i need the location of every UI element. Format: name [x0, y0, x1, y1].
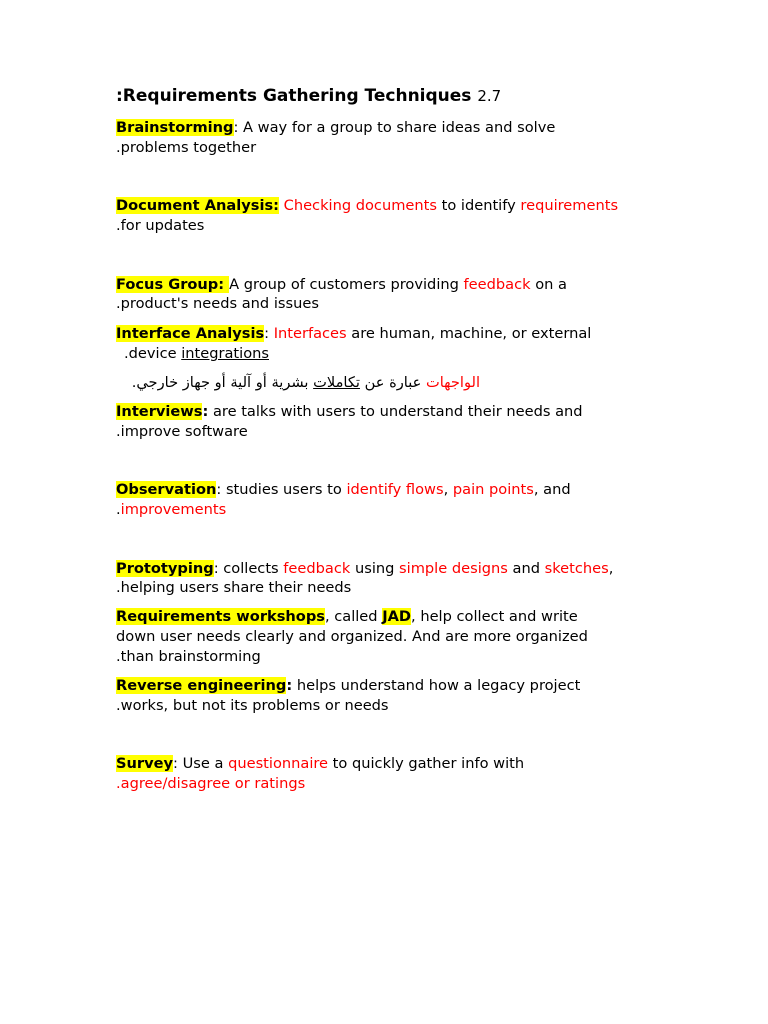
- prototyping-pre: : collects: [213, 560, 284, 577]
- focus-group-pre: A group of customers providing: [229, 276, 464, 293]
- interface-analysis-l2-underlined: integrations: [181, 345, 269, 362]
- term-prototyping: Prototyping: [116, 560, 214, 577]
- arabic-underlined: تكاملات: [313, 374, 360, 391]
- survey-red: questionnaire: [228, 755, 329, 772]
- term-jad: JAD: [382, 608, 412, 625]
- workshops-line-3: [116, 647, 261, 667]
- interface-analysis-l2-pre: .device: [124, 345, 182, 362]
- brainstorming-line-1: [116, 118, 555, 138]
- observation-line-2: [116, 500, 226, 520]
- focus-group-post: on a: [530, 276, 567, 293]
- reverse-engineering-text-1: helps understand how a legacy project: [292, 677, 581, 694]
- survey-line-1: [116, 754, 524, 774]
- observation-pre: : studies users to: [216, 481, 347, 498]
- reverse-engineering-text-2: .works, but not its problems or needs: [116, 697, 389, 714]
- focus-group-text-2: .product's needs and issues: [116, 295, 319, 312]
- workshops-pre: , called: [324, 608, 383, 625]
- interviews-text-1: are talks with users to understand their needs and: [208, 403, 583, 420]
- document-analysis-line-1: [116, 196, 618, 216]
- document-analysis-line-2: [116, 216, 204, 236]
- prototyping-line-1: [116, 559, 613, 579]
- workshops-text-3: .than brainstorming: [116, 648, 261, 665]
- term-interviews: Interviews: [116, 403, 203, 420]
- observation-post: , and: [533, 481, 571, 498]
- term-document-analysis: Document Analysis:: [116, 197, 279, 214]
- survey-pre: : Use a: [173, 755, 229, 772]
- prototyping-mid-2: and: [507, 560, 545, 577]
- term-observation: Observation: [116, 481, 217, 498]
- observation-l2-red: improvements: [120, 501, 227, 518]
- workshops-line-1: [116, 607, 578, 627]
- interviews-line-1: [116, 402, 583, 422]
- brainstorming-text-2: .problems together: [116, 139, 257, 156]
- prototyping-red-1: feedback: [283, 560, 351, 577]
- document-analysis-mid: to identify: [436, 197, 521, 214]
- page-title: [116, 86, 501, 106]
- brainstorming-text-1: : A way for a group to share ideas and solve: [233, 119, 556, 136]
- observation-line-1: [116, 480, 571, 500]
- arabic-pre: عبارة عن: [359, 374, 426, 391]
- interface-analysis-red: Interfaces: [273, 325, 347, 342]
- observation-red-2: pain points: [452, 481, 534, 498]
- arabic-red-term: الواجهات: [425, 374, 480, 391]
- interface-analysis-line-2: [124, 344, 269, 364]
- section-number: 2.7: [477, 87, 502, 105]
- survey-post: to quickly gather info with: [328, 755, 525, 772]
- prototyping-mid-1: using: [350, 560, 400, 577]
- observation-l2-dot: .: [116, 501, 121, 518]
- survey-l2-red: .agree/disagree or ratings: [116, 775, 306, 792]
- workshops-line-2: [116, 627, 588, 647]
- term-brainstorming: Brainstorming: [116, 119, 234, 136]
- workshops-text-2: down user needs clearly and organized. And are more organized: [116, 628, 588, 645]
- reverse-engineering-line-1: [116, 676, 580, 696]
- arabic-post: بشرية أو آلية أو جهاز خارجي.: [131, 374, 314, 391]
- interviews-colon: :: [202, 403, 209, 420]
- term-survey: Survey: [116, 755, 174, 772]
- title-text: :Requirements Gathering Techniques: [116, 86, 472, 106]
- interface-analysis-post: are human, machine, or external: [346, 325, 592, 342]
- interviews-line-2: [116, 422, 248, 442]
- term-interface-analysis: Interface Analysis: [116, 325, 265, 342]
- focus-group-line-1: [116, 275, 567, 295]
- interface-analysis-colon: :: [264, 325, 270, 342]
- prototyping-text-2: .helping users share their needs: [116, 579, 352, 596]
- observation-red-1: identify flows: [346, 481, 444, 498]
- prototyping-line-2: [116, 578, 351, 598]
- observation-comma: ,: [443, 481, 453, 498]
- brainstorming-line-2: [116, 138, 256, 158]
- survey-line-2: [116, 774, 305, 794]
- term-requirements-workshops: Requirements workshops: [116, 608, 325, 625]
- document-analysis-red-2: requirements: [520, 197, 619, 214]
- prototyping-red-2: simple designs: [399, 560, 508, 577]
- document-analysis-red-1: Checking documents: [283, 197, 437, 214]
- interface-analysis-arabic-line: [116, 373, 480, 393]
- focus-group-red: feedback: [463, 276, 531, 293]
- prototyping-post: ,: [608, 560, 614, 577]
- term-reverse-engineering: Reverse engineering: [116, 677, 287, 694]
- workshops-post: , help collect and write: [411, 608, 578, 625]
- reverse-engineering-colon: :: [286, 677, 293, 694]
- document-analysis-text-2: .for updates: [116, 217, 205, 234]
- interviews-text-2: .improve software: [116, 423, 248, 440]
- reverse-engineering-line-2: [116, 696, 389, 716]
- focus-group-line-2: [116, 294, 319, 314]
- prototyping-red-3: sketches: [544, 560, 609, 577]
- term-focus-group: Focus Group:: [116, 276, 230, 293]
- interface-analysis-line-1: [116, 324, 591, 344]
